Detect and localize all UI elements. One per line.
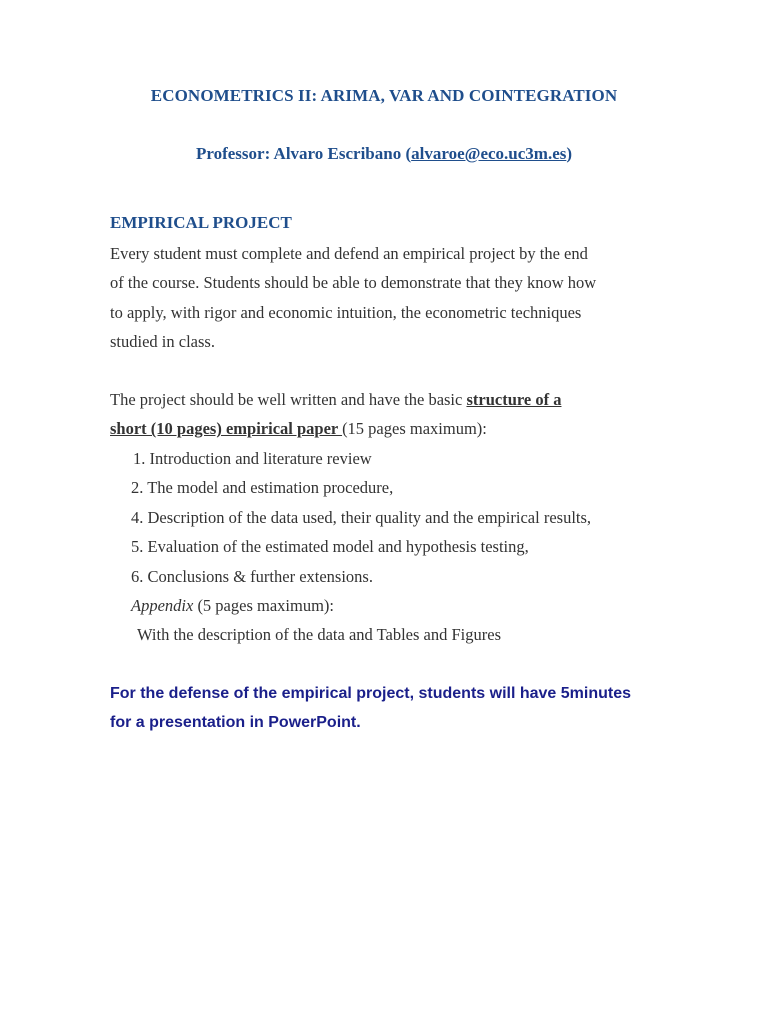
list-item: 4. Description of the data used, their quality and the empirical results, — [131, 507, 592, 527]
professor-email-link[interactable]: alvaroe@eco.uc3m.es — [411, 144, 567, 163]
project-description-paragraph — [110, 239, 670, 357]
paragraph-line: to apply, with rigor and economic intuition, the econometric techniques — [110, 302, 582, 322]
structure-emphasis-2: short (10 pages) empirical paper — [110, 419, 343, 439]
structure-list — [131, 444, 591, 650]
list-item: 2. The model and estimation procedure, — [131, 478, 394, 498]
document-title: ECONOMETRICS II: ARIMA, VAR AND COINTEGRATION — [150, 86, 618, 105]
defense-line: For the defense of the empirical project, students will have 5minutes — [110, 685, 632, 702]
list-item: 6. Conclusions & further extensions. — [131, 566, 373, 586]
list-item: 1. Introduction and literature review — [133, 449, 372, 468]
structure-emphasis-1: structure of a — [466, 390, 562, 409]
section-heading: EMPIRICAL PROJECT — [110, 213, 292, 232]
paragraph-line — [110, 385, 670, 414]
appendix-line — [131, 591, 591, 620]
structure-intro: The project should be well written and have the basic — [110, 390, 467, 409]
defense-note — [110, 679, 670, 738]
paragraph-line: studied in class. — [110, 332, 215, 352]
paragraph-line: of the course. Students should be able to demonstrate that they know how — [110, 273, 597, 293]
project-structure-paragraph — [110, 385, 670, 444]
list-item: 5. Evaluation of the estimated model and hypothesis testing, — [131, 537, 529, 557]
professor-suffix: ) — [566, 144, 573, 163]
professor-prefix: Professor: Alvaro Escribano ( — [195, 144, 412, 163]
appendix-note: (5 pages maximum): — [193, 596, 334, 616]
appendix-label: Appendix — [131, 596, 194, 616]
appendix-description: With the description of the data and Tables and Figures — [137, 625, 501, 645]
professor-line — [0, 144, 768, 164]
paragraph-line: Every student must complete and defend an empirical project by the end — [110, 244, 588, 263]
structure-tail: (15 pages maximum): — [342, 419, 487, 439]
defense-line: for a presentation in PowerPoint. — [110, 714, 361, 732]
paragraph-line — [110, 414, 670, 443]
